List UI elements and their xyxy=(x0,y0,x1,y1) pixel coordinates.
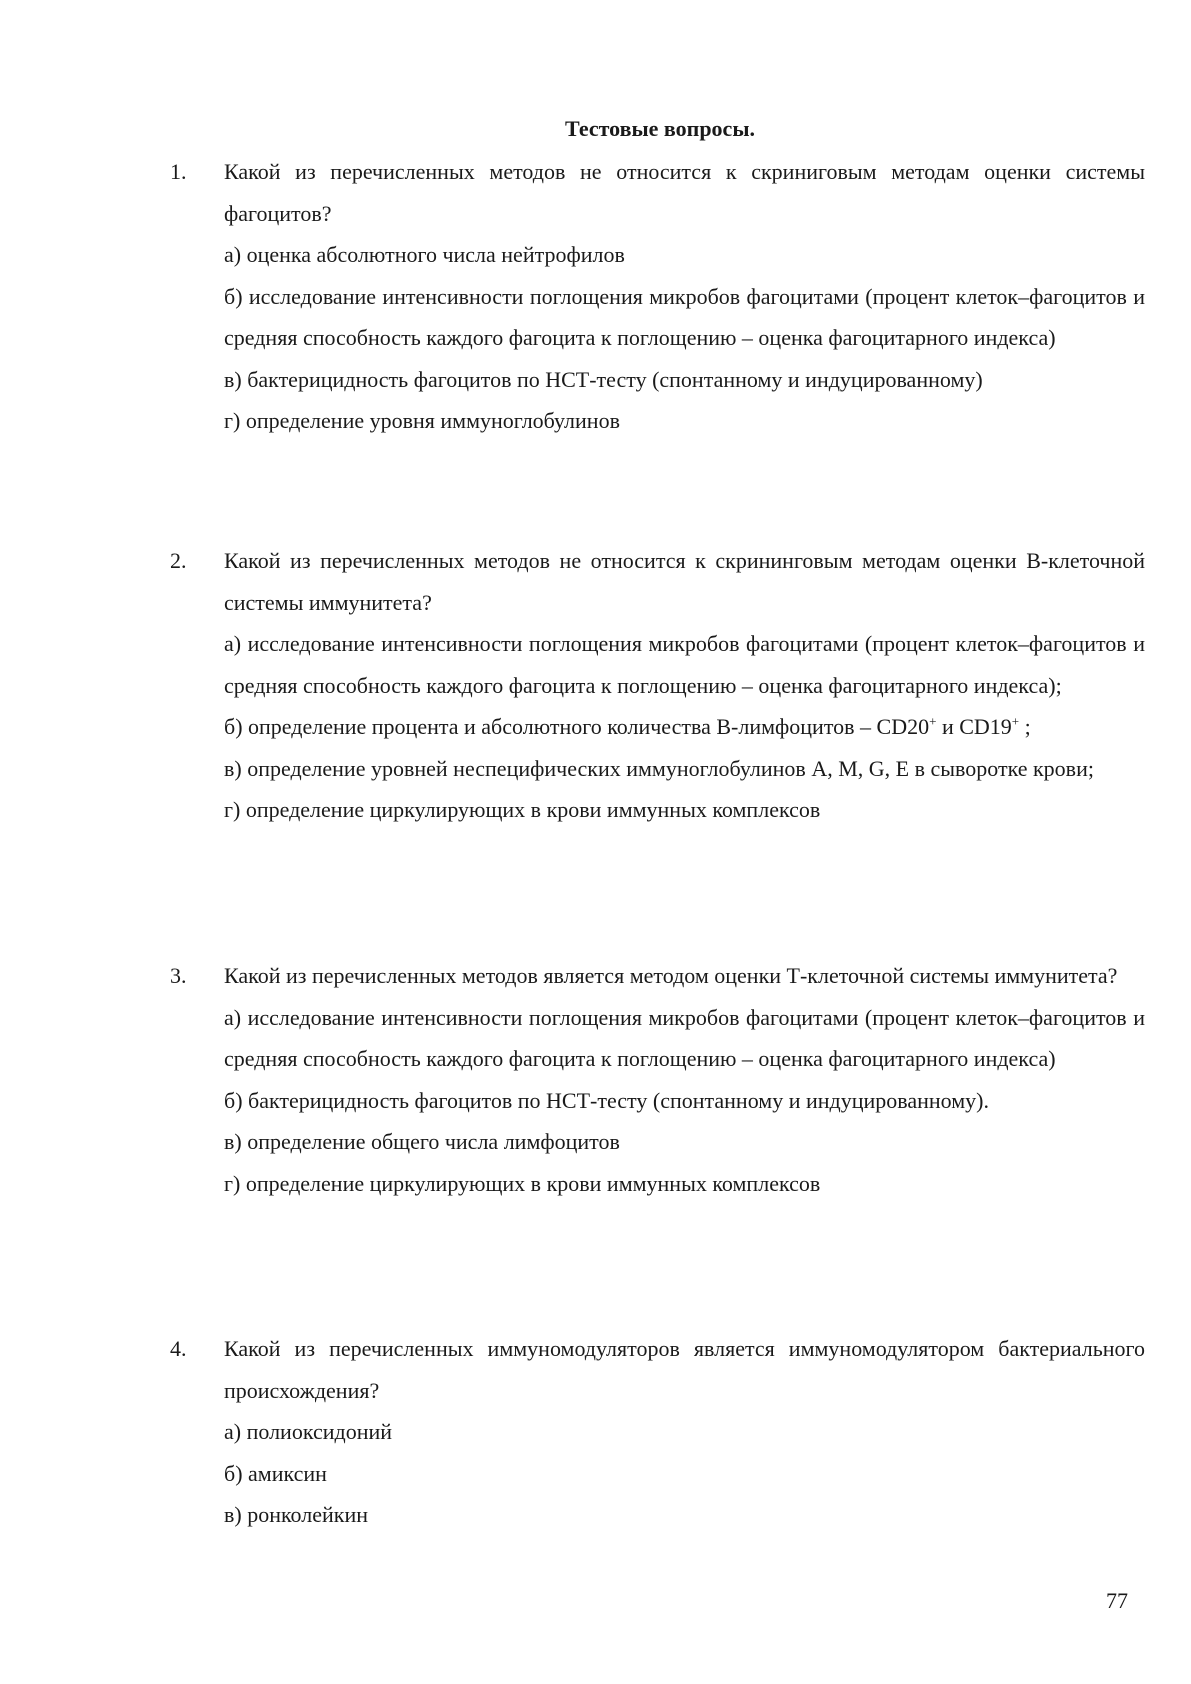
question-text: Какой из перечисленных методов является методом оценки Т-клеточной системы иммунитета? xyxy=(224,963,1118,988)
question-text: Какой из перечисленных методов не относится к скриниговым методам оценки системы фагоцитов? xyxy=(224,159,1145,226)
question-number: 3. xyxy=(170,963,187,988)
answer-option-c: в) определение уровней неспецифических иммуноглобулинов A, M, G, E в сыворотке крови; xyxy=(224,755,1094,781)
answer-option-b: б) исследование интенсивности поглощения микробов фагоцитами (процент клеток–фагоцитов и средняя способность каждого фагоцита к поглощению – оценка фагоцитарного индекса) xyxy=(224,283,1145,350)
answer-option-d: г) определение циркулирующих в крови иммунных комплексов xyxy=(224,1170,821,1196)
question-3 xyxy=(170,955,1145,1204)
answer-option-c: в) бактерицидность фагоцитов по НСТ-тесту (спонтанному и индуцированному) xyxy=(224,366,983,392)
question-2 xyxy=(170,540,1145,831)
answer-option-b: б) амиксин xyxy=(224,1460,327,1486)
option-b-end: ; xyxy=(1019,714,1031,739)
question-1 xyxy=(170,151,1145,442)
answer-option-c: в) определение общего числа лимфоцитов xyxy=(224,1129,620,1154)
question-4 xyxy=(170,1328,1145,1536)
question-text: Какой из перечисленных иммуномодуляторов является иммуномодулятором бактериального происхождения? xyxy=(224,1336,1145,1403)
answer-option-d: г) определение уровня иммуноглобулинов xyxy=(224,408,620,433)
page-number: 77 xyxy=(1106,1588,1128,1613)
answer-option-d: г) определение циркулирующих в крови иммунных комплексов xyxy=(224,797,821,822)
answer-option-b: б) бактерицидность фагоцитов по НСТ-тесту (спонтанному и индуцированному). xyxy=(224,1087,990,1113)
question-number: 1. xyxy=(170,159,187,184)
question-number: 2. xyxy=(170,548,187,573)
answer-option-b xyxy=(224,706,1145,748)
answer-option-a: а) исследование интенсивности поглощения микробов фагоцитами (процент клеток–фагоцитов и средняя способность каждого фагоцита к поглощению – оценка фагоцитарного индекса); xyxy=(224,631,1145,698)
answer-option-a: а) исследование интенсивности поглощения микробов фагоцитами (процент клеток–фагоцитов и средняя способность каждого фагоцита к поглощению – оценка фагоцитарного индекса) xyxy=(224,1004,1145,1071)
superscript-plus: + xyxy=(929,713,937,729)
superscript-plus: + xyxy=(1011,713,1020,729)
answer-option-a: а) полиоксидоний xyxy=(224,1419,393,1444)
page-title: Тестовые вопросы. xyxy=(564,116,755,141)
option-b-text: б) определение процента и абсолютного количества В-лимфоцитов – CD20 xyxy=(224,714,930,739)
option-b-mid: и CD19 xyxy=(936,714,1012,739)
question-number: 4. xyxy=(170,1336,187,1361)
answer-option-c: в) ронколейкин xyxy=(224,1502,369,1527)
question-text: Какой из перечисленных методов не относится к скрининговым методам оценки В-клеточной системы иммунитета? xyxy=(224,548,1145,615)
answer-option-a: а) оценка абсолютного числа нейтрофилов xyxy=(224,242,625,267)
